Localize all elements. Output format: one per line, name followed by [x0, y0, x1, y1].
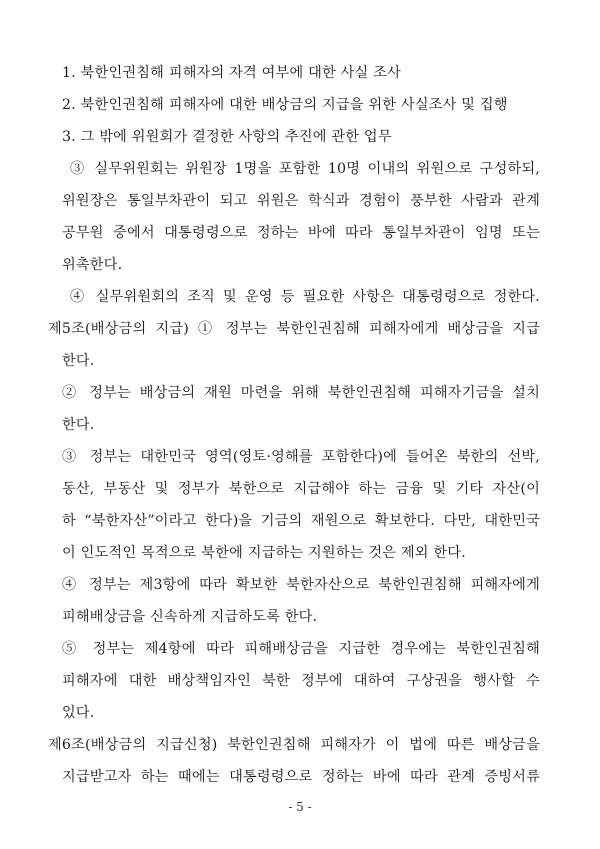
text-line: 2. 북한인권침해 피해자에 대한 배상금의 지급을 위한 사실조사 및 집행	[62, 97, 508, 113]
text-line: 위촉한다.	[62, 257, 123, 273]
text-line: ③ 실무위원회는 위원장 1명을 포함한 10명 이내의 위원으로 구성하되,	[70, 161, 540, 177]
text-line: 한다.	[62, 417, 95, 433]
text-line: 제6조(배상금의 지급신청) 북한인권침해 피해자가 이 법에 따른 배상금을	[48, 737, 540, 753]
text-line: 위원장은 통일부차관이 되고 위원은 학식과 경험이 풍부한 사람과 관계	[62, 193, 540, 209]
text-line: 있다.	[62, 705, 95, 721]
text-line: 동산, 부동산 및 정부가 북한으로 지급해야 하는 금융 및 기타 자산(이	[62, 481, 540, 497]
text-line: ⑤ 정부는 제4항에 따라 피해배상금을 지급한 경우에는 북한인권침해	[62, 641, 540, 657]
text-line: ③ 정부는 대한민국 영역(영토·영해를 포함한다)에 들어온 북한의 선박,	[62, 449, 540, 465]
text-line: 피해배상금을 신속하게 지급하도록 한다.	[62, 609, 318, 625]
text-line: 1. 북한인권침해 피해자의 자격 여부에 대한 사실 조사	[62, 65, 401, 81]
text-line: 제5조(배상금의 지급) ① 정부는 북한인권침해 피해자에게 배상금을 지급	[48, 321, 540, 337]
text-line: 하 “북한자산”이라고 한다)을 기금의 재원으로 확보한다. 다만, 대한민국	[62, 513, 540, 529]
text-line: 한다.	[62, 353, 95, 369]
text-line: ④ 정부는 제3항에 따라 확보한 북한자산으로 북한인권침해 피해자에게	[62, 577, 540, 593]
text-line: ④ 실무위원회의 조직 및 운영 등 필요한 사항은 대통령령으로 정한다.	[70, 289, 540, 305]
text-line: ② 정부는 배상금의 재원 마련을 위해 북한인권침해 피해자기금을 설치	[62, 385, 540, 401]
page-number: - 5 -	[288, 800, 312, 814]
text-line: 3. 그 밖에 위원회가 결정한 사항의 추진에 관한 업무	[62, 129, 392, 145]
text-line: 지급받고자 하는 때에는 대통령령으로 정하는 바에 따라 관계 증빙서류	[62, 769, 540, 785]
text-line: 이 인도적인 목적으로 북한에 지급하는 지원하는 것은 제외 한다.	[62, 545, 466, 561]
text-line: 공무원 중에서 대통령령으로 정하는 바에 따라 통일부차관이 임명 또는	[62, 225, 540, 241]
text-line: 피해자에 대한 배상책임자인 북한 정부에 대하여 구상권을 행사할 수	[62, 673, 540, 689]
